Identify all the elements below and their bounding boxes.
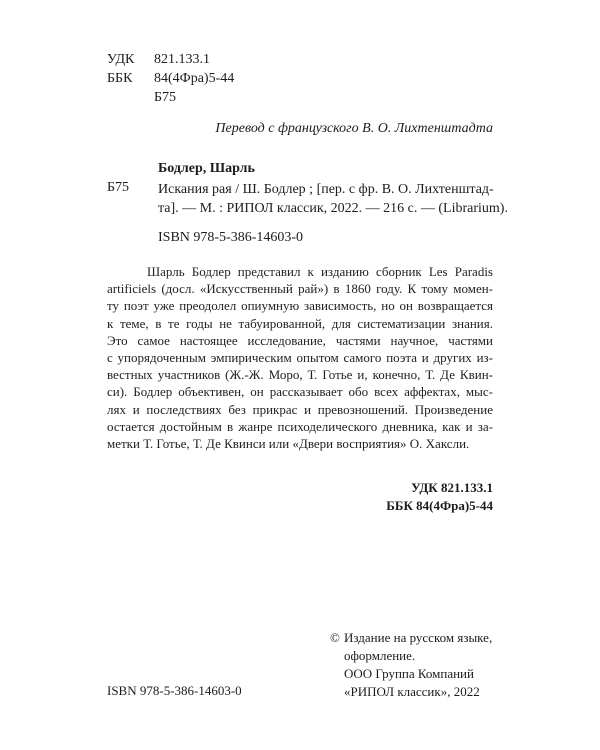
bottom-classification: [107, 479, 493, 515]
annotation-line: вестных участников (Ж.-Ж. Моро, Т. Готье и, конечно, Т. Де Квин-: [107, 367, 493, 383]
annotation-line: с упорядоченным эмпирическим опытом самого поэта и других из-: [107, 350, 493, 366]
annotation: [107, 263, 493, 452]
annotation-line: лях и последствиях без прикрас и превозношений. Произведение: [107, 401, 493, 417]
bottom-udk: УДК 821.133.1: [411, 480, 493, 495]
isbn-main: ISBN 978-5-386-14603-0: [158, 230, 304, 245]
bibliographic-description: [158, 180, 508, 218]
udk-row: [107, 50, 234, 69]
author-sign-left: Б75: [107, 180, 130, 195]
isbn-bottom: ISBN 978-5-386-14603-0: [107, 683, 242, 698]
udk-label: УДК: [107, 52, 135, 67]
annotation-line: Шарль Бодлер представил к изданию сборник Les Paradis: [147, 264, 493, 279]
copyright-line: оформление.: [344, 648, 416, 663]
bbk-row: [107, 69, 234, 88]
udk-value: 821.133.1: [154, 52, 210, 67]
author-heading: Бодлер, Шарль: [158, 161, 255, 176]
bbk-value: 84(4Фра)5-44: [154, 71, 235, 86]
bibliographic-line: та]. — М. : РИПОЛ классик, 2022. — 216 с. — (Librarium).: [158, 201, 508, 216]
classification-block: [107, 50, 234, 107]
copyright-notice: [330, 629, 500, 701]
annotation-line: к теме, в те годы не табуированной, для систематизации знания.: [107, 315, 493, 331]
annotation-line: метки Т. Готье, Т. Де Квинси или «Двери восприятия» О. Хаксли.: [107, 436, 470, 452]
copyright-line: [330, 629, 500, 647]
annotation-line: остается достойным в жанре психоделического дневника, как и за-: [107, 418, 493, 434]
copyright-text: Издание на русском языке,: [344, 630, 493, 645]
annotation-line: си). Бодлер объективен, он рассказывает обо всех аффектах, мыс-: [107, 384, 493, 400]
copyright-line: «РИПОЛ классик», 2022: [344, 684, 480, 699]
annotation-line: Это самое настоящее исследование, частями научное, частями: [107, 332, 493, 348]
annotation-line: ту поэт уже преодолел опиумную зависимость, но он возвращается: [107, 298, 493, 314]
author-sign: Б75: [154, 90, 177, 105]
annotation-line: artificiels (досл. «Искусственный рай») в 1860 году. К тому момен-: [107, 281, 493, 297]
bottom-bbk: ББК 84(4Фра)5-44: [386, 498, 493, 513]
bibliographic-line: Искания рая / Ш. Бодлер ; [пер. с фр. В. О. Лихтенштад-: [158, 182, 494, 197]
copyright-line: ООО Группа Компаний: [344, 666, 474, 681]
bbk-label: ББК: [107, 71, 133, 86]
copyright-sign: ©: [330, 630, 340, 645]
translator-note: Перевод с французского В. О. Лихтенштадта: [215, 121, 493, 136]
